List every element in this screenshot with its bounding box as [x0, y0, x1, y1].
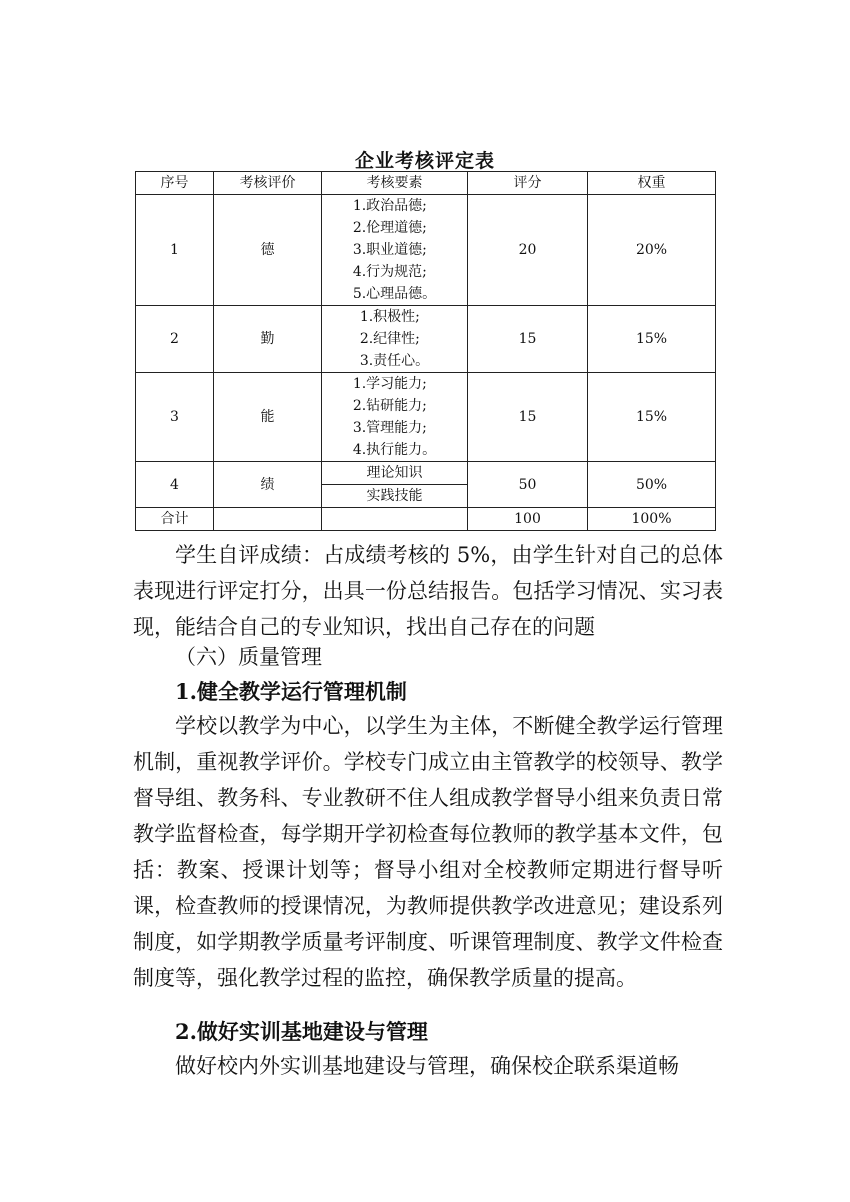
- row-weight: 15%: [588, 373, 716, 462]
- requirement-item: 1.学习能力;: [352, 376, 427, 392]
- row-requirements: [322, 195, 468, 306]
- evaluation-table: [135, 171, 716, 531]
- row-score: 15: [468, 306, 588, 373]
- header-cell: 序号: [136, 172, 214, 195]
- table-title: 企业考核评定表: [354, 150, 495, 172]
- requirement-item: 实践技能: [322, 485, 468, 508]
- total-empty-cell: [214, 508, 322, 531]
- row-category: 能: [214, 373, 322, 462]
- row-weight: 50%: [588, 462, 716, 508]
- row-weight: 15%: [588, 306, 716, 373]
- requirement-item: 4.行为规范;: [352, 264, 427, 280]
- requirement-item: 1.政治品德;: [352, 198, 427, 214]
- row-score: 15: [468, 373, 588, 462]
- header-cell: 权重: [588, 172, 716, 195]
- requirement-item: 1.积极性;: [359, 309, 420, 325]
- header-cell: 考核评价: [214, 172, 322, 195]
- table-row: [136, 462, 716, 485]
- requirement-item: 2.伦理道德;: [352, 220, 427, 236]
- row-number: 3: [136, 373, 214, 462]
- requirement-item: 3.责任心。: [359, 353, 430, 369]
- row-number: 2: [136, 306, 214, 373]
- heading-teaching-mechanism: 1.健全教学运行管理机制: [175, 679, 407, 704]
- total-empty-cell: [322, 508, 468, 531]
- row-requirements: [322, 306, 468, 373]
- table-header-row: [136, 172, 716, 195]
- training-base-paragraph: 做好校内外实训基地建设与管理，确保校企联系渠道畅: [175, 1054, 679, 1078]
- table-row: [136, 195, 716, 306]
- heading-training-base: 2.做好实训基地建设与管理: [175, 1019, 428, 1044]
- table-row: [136, 373, 716, 462]
- row-number: 4: [136, 462, 214, 508]
- row-category: 勤: [214, 306, 322, 373]
- row-category: 德: [214, 195, 322, 306]
- requirement-item: 3.管理能力;: [352, 420, 427, 436]
- row-score: 50: [468, 462, 588, 508]
- header-cell: 考核要素: [322, 172, 468, 195]
- requirement-item: 2.纪律性;: [359, 331, 420, 347]
- row-requirements: [322, 373, 468, 462]
- requirement-item: 2.钻研能力;: [352, 398, 427, 414]
- row-weight: 20%: [588, 195, 716, 306]
- requirement-item: 理论知识: [322, 462, 468, 485]
- requirement-item: 4.执行能力。: [352, 442, 437, 458]
- row-category: 绩: [214, 462, 322, 508]
- section-title-quality-management: （六）质量管理: [175, 645, 322, 669]
- header-cell: 评分: [468, 172, 588, 195]
- table-total-row: [136, 508, 716, 531]
- teaching-mechanism-paragraph: 学校以教学为中心，以学生为主体，不断健全教学运行管理机制，重视教学评价。学校专门成立由主管教学的校领导、教学督导组、教务科、专业教研不住人组成教学督导小组来负责日常教学监督检查，每学期开学初检查每位教师的教学基本文件，包括：教案、授课计划等；督导小组对全校教师定期进行督导听课，检查教师的授课情况，为教师提供教学改进意见；建设系列制度，如学期教学质量考评制度、听课管理制度、教学文件检查制度等，强化教学过程的监控，确保教学质量的提高。: [133, 714, 723, 990]
- row-score: 20: [468, 195, 588, 306]
- row-number: 1: [136, 195, 214, 306]
- total-weight: 100%: [588, 508, 716, 531]
- requirement-item: 3.职业道德;: [352, 242, 427, 258]
- table-row: [136, 306, 716, 373]
- self-evaluation-paragraph: 学生自评成绩：占成绩考核的 5%，由学生针对自己的总体表现进行评定打分，出具一份总结报告。包括学习情况、实习表现，能结合自己的专业知识，找出自己存在的问题: [133, 543, 723, 639]
- requirement-item: 5.心理品德。: [352, 286, 437, 302]
- total-score: 100: [468, 508, 588, 531]
- total-label: 合计: [136, 508, 214, 531]
